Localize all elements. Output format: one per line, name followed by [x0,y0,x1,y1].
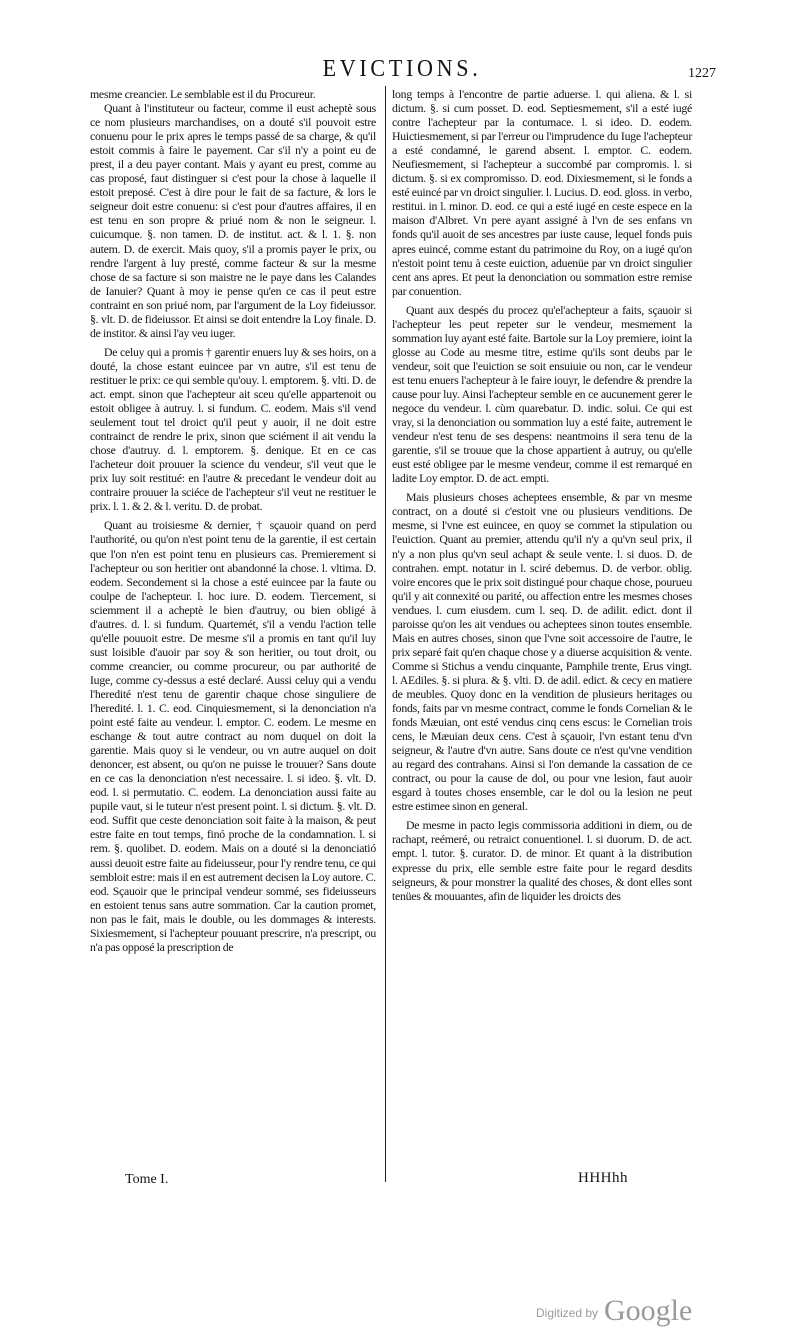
column-divider [385,86,386,1182]
left-paragraph: Quant au troisiesme & dernier, † sçauoir quand on perd l'authorité, ou qu'on n'est point tenu de la garentie, il est certain que l'on n'en est point tenu en plusieurs cas. Premierement si l'achepteur ou son heritier ont abandonné la chose. l. vltima. D. eodem. Secondement si la chose a esté euincee par la faute ou coulpe de l'achepteur. l. hoc iure. D. eodem. Tiercement, si sciemment il a acheptè le bien d'autruy, ou bien obligé à d'autres. d. l. si fundum. Quartemét, s'il a vendu l'action telle qu'elle pouuoit estre. De mesme s'il a promis en tant qu'il luy sust loisible d'auoir par soy & son heritier, ou tout droit, ou comme creancier, ou comme procureur, ou par authorité de Iuge, comme cy-dessus a esté declaré. Aussi celuy qui a vendu l'heredité n'est tenu de garentir chaque chose singuliere de l'heredité. l. 1. C. eod. Cinquiesmement, si la denonciation n'a point esté faite au vendeur. l. emptor. C. eodem. Le mesme en eschange & tout autre contract au nom duquel on doit la garentie. Mais quoy si le vendeur, ou vn autre auquel on doit denoncer, est absent, ou qu'on ne puisse le trouuer? Sans doute en ce cas la denonciation n'est necessaire. l. si ideo. §. vlt. D. eod. l. si permutatio. C. eodem. La denonciation aussi faite au pupile vaut, si le tuteur n'est present point. l. si dictum. §. vlt. D. eod. Suffit que ceste denonciation soit faite à la maison, & peut estre faite en tout temps, finó proche de la condamnation. l. si rem. §. quolibet. D. eodem. Mais on a douté si la denonciatió aussi deuoit estre faite au fideiusseur, pour l'y rendre tenu, ce qui sembloit estre: mais il en est autrement decisen la Loy autore. C. eod. Sçauoir que le principal vendeur sommé, ses fideiusseurs en estoient tenus sans autre sommation. Car la caution promet, non pas le fait, mais le double, ou les dommages & interests. Sixiesmement, si l'achepteur pouuant prescrire, n'a prescript, ou n'a pas opposé la prescription de [90,518,376,954]
volume-label: Tome I. [125,1172,169,1187]
right-column [392,87,692,903]
digitization-watermark [536,1288,716,1328]
left-paragraph: mesme creancier. Le semblable est il du Procureur. [90,87,316,101]
signature-mark: HHHhh [578,1170,628,1186]
page-number: 1227 [688,66,716,81]
left-paragraph: Quant à l'instituteur ou facteur, comme il eust acheptè sous ce nom plusieurs marchandises, on a douté s'il pouvoit estre conuenu pour le prix apres le temps passé de sa charge, & qu'il estoit commis à faire le payement. Car s'il n'y a point eu de prest, il a deu payer contant. Mais y ayant eu prest, comme au cas proposé, faut distinguer si c'est pour la chose à laquelle il estoit preposé. C'est à dire pour le fait de sa facture, & lors le seigneur doit estre conuenu: si c'est pour d'autres affaires, il en est tenu en son propre & priué nom & non le seigneur. l. cuicumque. §. non tamen. D. de institut. act. & l. 1. §. non autem. D. de exercit. Mais quoy, s'il a promis payer le prix, ou rendre l'argent à luy presté, comme facteur & sur la mesme chose de sa facture si son maistre ne le paye dans les Calandes de Ianuier? Quant à moy ie pense qu'en ce cas il peut estre contraint en son priué nom, par l'argument de la Loy fideiussor. §. vlt. D. de fideiussor. Et ainsi se doit entendre la Loy finale. D. de institor. & ainsi l'ay veu iuger. [90,101,376,340]
left-column [90,87,376,954]
right-paragraph: Quant aux despés du procez qu'el'achepteur a faits, sçauoir si l'achepteur les peut repeter sur le vendeur, mesmement la sommation luy ayant esté faite. Bartole sur la Loy premiere, ioint la glosse au Code au mesme titre, estime qu'ils sont deubs par le vendeur, soit que l'euiction se soit ensuiuie ou non, car le vendeur est tenu enuers l'achepteur à le faire iouyr, le defendre & prendre la cause pour luy. Ainsi l'achepteur semble en ce aucunement gerer le negoce du vendeur. l. cùm quarebatur. D. indic. solui. Ce qui est vray, si la denonciation ou sommation luy a esté faite, autrement le vendeur n'est tenu de ses despens: neantmoins il sera tenu de la garentie, s'il se trouue que la chose appartient à autruy, ou qu'elle eust esté obligee par le mesme vendeur, comme il est remarqué en ladite Loy emptor. D. de act. empti. [392,302,692,486]
left-paragraph: De celuy qui a promis † garentir enuers luy & ses hoirs, on a douté, la chose estant euincee par vn autre, s'il est tenu de restituer le prix: ce qui semble qu'ouy. l. emptorem. §. vlti. D. de act. empt. sinon que l'achepteur ait sceu qu'elle appartenoit ou estoit obligee à autruy. l. si fundum. C. eodem. Mais s'il vend seulement tout tel droict qu'il peut y auoir, il ne doit estre contrainct de rendre le prix, sinon que sciément il ait vendu la chose d'autruy. d. l. emptorem. §. denique. Et en ce cas l'acheteur doit prouuer la science du vendeur, s'il veut que le prix luy soit restitué: en l'autre & precedant le vendeur doit au contraire prouuer la sciéce de l'achepteur s'il veut ne restituer le prix. l. 1. & 2. & l. veritu. D. de probat. [90,344,376,514]
right-paragraph: long temps à l'encontre de partie aduerse. l. qui aliena. & l. si dictum. §. si cum posset. D. eod. Septiesmement, s'il a esté iugé contre l'achepteur par la contumace. l. si ideo. D. eodem. Huictiesmement, si par l'erreur ou l'imprudence du Iuge l'achepteur a esté condamné, le garend absent. l. emptor. C. eodem. Neufiesmement, si l'achepteur a succombé par compromis. l. si dictum. §. si ex compromisso. D. eod. Dixiesmement, si le fonds a esté euincé par vn droict singulier. l. Lucius. D. eod. gloss. in verbo, restitui. in l. minor. D. eod. ce qui a esté iugé en ceste espece en la maison d'Albret. Vn pere ayant assigné à l'vn de ses enfans vn fonds qu'il auoit de ses ancestres par iuste cause, lequel fonds puis apres euincé, comme estant du patrimoine du Roy, on a iugé qu'on n'estoit point tenu à ceste euiction, aduenüe par vn droict singulier cent ans apres. Et peut la denonciation ou sommation estre remise par conuention. [392,87,692,298]
running-title: EVICTIONS. [322,56,482,82]
right-paragraph: De mesme in pacto legis commissoria additioni in diem, ou de rachapt, reémeré, ou retraict conuentionel. l. si duorum. D. de act. empt. l. tutor. §. curator. D. de minor. Et quant à la distribution expresse du prix, elle semble estre faite pour le regard desdits seigneurs, & pour monstrer la qualité des choses, & dont elles sont tenües & mouuantes, afin de liquider les droicts des [392,818,692,903]
right-paragraph: Mais plusieurs choses acheptees ensemble, & par vn mesme contract, on a douté si c'estoit vne ou plusieurs venditions. De mesme, si l'vne est euincee, en quoy se commet la stipulation ou l'euiction. Quant au premier, attendu qu'il n'y a qu'vn seul prix, il n'y a non plus qu'vn seul achapt & seule vente. l. si duos. D. de contrahen. empt. notatur in l. sciré debemus. D. de verbor. oblig. voire encores que le prix soit distingué pour chaque chose, pourueu qu'il y ait connexité ou parité, ou affection entre les mesmes choses vendues. l. cum eiusdem. cum l. seq. D. de adilit. edict. dont il paroisse qu'on les ait vendues ou acheptees sinon toutes ensemble. Mais en autres choses, sinon que l'vne soit accessoire de l'autre, le prix separé fait qu'en chaque chose y a diuerse acquisition & vente. Comme si Stichus a vendu cinquante, Pamphile trente, Erus vingt. l. AEdiles. §. si plura. & §. vlti. D. de adil. edict. & cecy en matiere de meubles. Quoy donc en la vendition de plusieurs heritages ou fonds, faits par vn mesme contract, comme le fonds Cornelian & le fonds Mæuian, ont esté vendus cinq cens escus: le Cornelian trois cens, le Mæuian deux cens. C'est à sçauoir, l'vn estant tenu d'vn seigneur, & l'autre d'vn autre. Sans doute ce n'est qu'vne vendition au regard des contrahans. Ainsi si l'on demande la cassation de ce contract, ou pour la cause de dol, ou pour vne lesion, faut auoir esgard à toutes choses ensemble, car le dol ou la lesion ne peut estre estimee sinon en general. [392,490,692,814]
google-logo: Google [604,1294,693,1327]
watermark-prefix: Digitized by [536,1306,599,1320]
